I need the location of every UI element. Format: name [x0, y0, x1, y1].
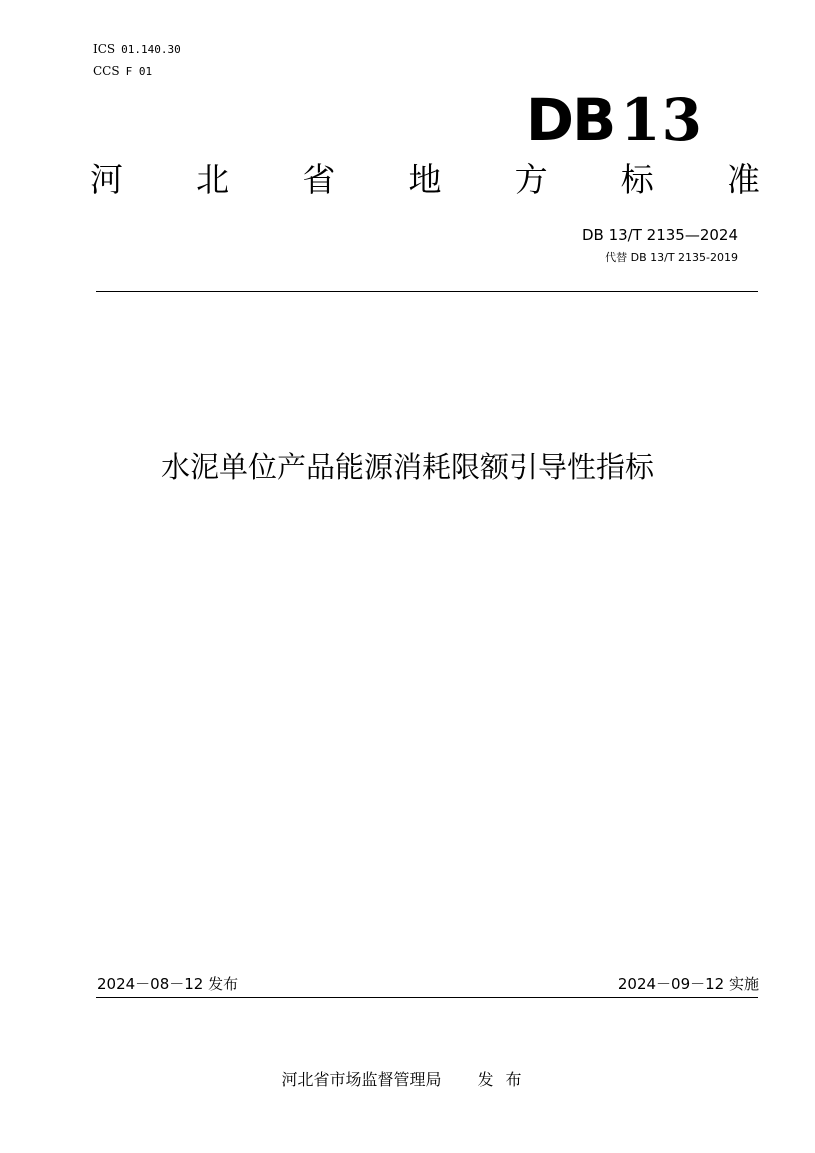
issuer-action: 发布: [477, 1070, 534, 1089]
category-char: 地: [408, 160, 442, 199]
document-title: 水泥单位产品能源消耗限额引导性指标: [160, 450, 654, 484]
header-divider: [96, 291, 758, 292]
issuer-organization: 河北省市场监督管理局: [281, 1070, 442, 1089]
issuing-authority: [0, 1070, 815, 1090]
standard-number: DB 13/T 2135—2024: [581, 226, 738, 244]
category-char: 标: [620, 160, 654, 199]
standard-category-heading: [90, 160, 760, 200]
ccs-value: F 01: [125, 65, 153, 78]
category-char: 方: [514, 160, 548, 199]
category-char: 北: [196, 160, 230, 199]
category-char: 省: [302, 160, 336, 199]
ics-code: [93, 42, 181, 57]
footer-divider: [96, 997, 758, 998]
implementation-date: 2024－09－12 实施: [617, 975, 759, 993]
issue-date: 2024－08－12 发布: [97, 975, 239, 993]
ccs-code: [93, 64, 152, 79]
db-logo-mark: [526, 88, 703, 152]
db-prefix: DB: [525, 86, 615, 154]
category-char: 河: [90, 160, 123, 199]
replaces-standard: 代替 DB 13/T 2135-2019: [605, 251, 738, 264]
db-region-number: 13: [620, 86, 703, 154]
ics-value: 01.140.30: [121, 43, 181, 56]
ics-label: ICS: [93, 42, 116, 56]
ccs-label: CCS: [93, 64, 120, 78]
category-char: 准: [726, 160, 760, 199]
